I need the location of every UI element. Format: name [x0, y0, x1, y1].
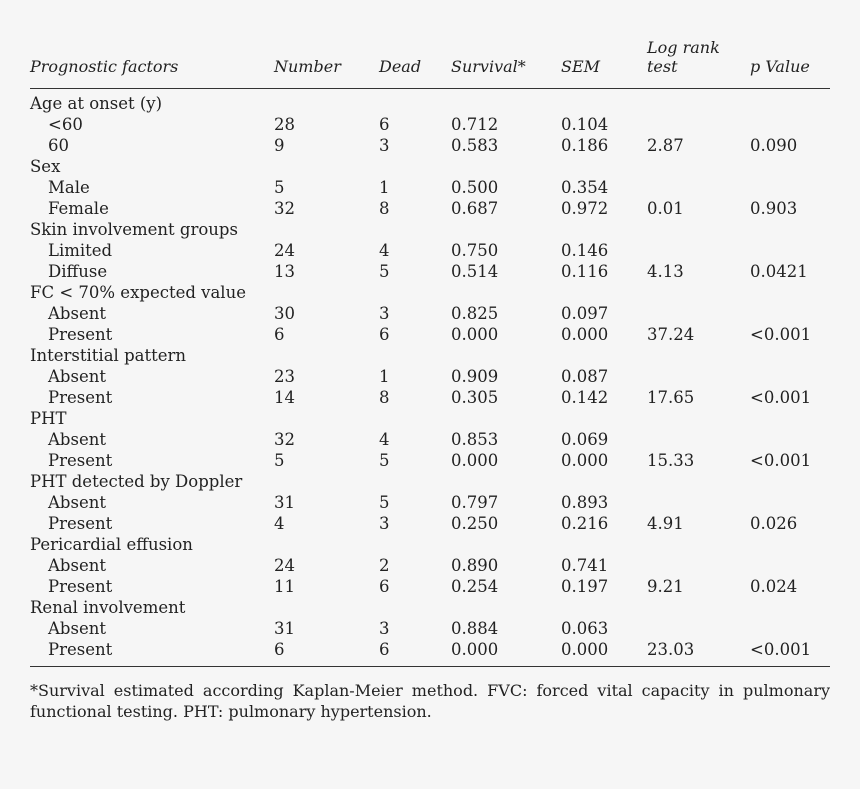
table-row [30, 639, 830, 660]
row-number: 9 [274, 136, 285, 155]
row-number: 11 [274, 577, 295, 596]
table-group-heading [30, 156, 830, 177]
row-log-rank: 37.24 [647, 325, 695, 344]
row-factor: Absent [48, 619, 106, 638]
row-p-value: <0.001 [750, 640, 812, 659]
row-number: 28 [274, 115, 295, 134]
row-survival: 0.305 [451, 388, 499, 407]
row-dead: 5 [379, 451, 390, 470]
row-factor: Skin involvement groups [30, 220, 238, 239]
row-factor: <60 [48, 115, 83, 134]
table-group-heading [30, 408, 830, 429]
table-row [30, 135, 830, 156]
table-group-heading [30, 219, 830, 240]
row-p-value: <0.001 [750, 325, 812, 344]
row-survival: 0.797 [451, 493, 499, 512]
row-survival: 0.909 [451, 367, 499, 386]
row-sem: 0.186 [561, 136, 609, 155]
row-factor: Interstitial pattern [30, 346, 187, 365]
row-factor: Present [48, 514, 113, 533]
row-log-rank: 17.65 [647, 388, 695, 407]
row-survival: 0.254 [451, 577, 499, 596]
row-sem: 0.146 [561, 241, 609, 260]
row-dead: 2 [379, 556, 390, 575]
row-factor: Diffuse [48, 262, 108, 281]
row-factor: Age at onset (y) [30, 94, 163, 113]
row-dead: 3 [379, 304, 390, 323]
table-row [30, 555, 830, 576]
row-factor: Present [48, 325, 113, 344]
row-survival: 0.884 [451, 619, 499, 638]
table-row [30, 324, 830, 345]
row-log-rank: 2.87 [647, 136, 684, 155]
row-number: 5 [274, 451, 285, 470]
row-survival: 0.825 [451, 304, 499, 323]
table-header [30, 36, 830, 89]
row-log-rank: 4.13 [647, 262, 684, 281]
row-survival: 0.583 [451, 136, 499, 155]
table-row [30, 576, 830, 597]
row-sem: 0.116 [561, 262, 609, 281]
header-dead: Dead [379, 57, 422, 76]
row-factor: PHT detected by Doppler [30, 472, 243, 491]
row-sem: 0.972 [561, 199, 609, 218]
row-dead: 3 [379, 136, 390, 155]
table-row [30, 240, 830, 261]
table-group-heading [30, 597, 830, 618]
row-sem: 0.087 [561, 367, 609, 386]
row-factor: Present [48, 451, 113, 470]
row-number: 4 [274, 514, 285, 533]
row-factor: Present [48, 577, 113, 596]
row-number: 23 [274, 367, 295, 386]
header-prognostic-factors: Prognostic factors [30, 57, 179, 76]
table-row [30, 366, 830, 387]
row-dead: 4 [379, 430, 390, 449]
row-dead: 8 [379, 199, 390, 218]
row-factor: Male [48, 178, 90, 197]
row-survival: 0.890 [451, 556, 499, 575]
table-group-heading [30, 93, 830, 114]
header-p-value: p Value [750, 57, 810, 76]
row-p-value: 0.090 [750, 136, 798, 155]
row-survival: 0.500 [451, 178, 499, 197]
row-factor: Renal involvement [30, 598, 186, 617]
row-factor: Sex [30, 157, 61, 176]
row-factor: 60 [48, 136, 69, 155]
row-survival: 0.853 [451, 430, 499, 449]
row-dead: 6 [379, 640, 390, 659]
row-factor: Present [48, 388, 113, 407]
table-row [30, 387, 830, 408]
row-factor: Absent [48, 304, 106, 323]
row-number: 13 [274, 262, 295, 281]
row-number: 30 [274, 304, 295, 323]
table-footnote: *Survival estimated according Kaplan-Meier method. FVC: forced vital capacity in pulmonary functional testing. PHT: pulmonary hypertension. [30, 681, 830, 721]
row-log-rank: 15.33 [647, 451, 695, 470]
row-survival: 0.750 [451, 241, 499, 260]
survival-table [30, 36, 830, 667]
row-number: 6 [274, 640, 285, 659]
row-dead: 4 [379, 241, 390, 260]
row-sem: 0.893 [561, 493, 609, 512]
table-row [30, 429, 830, 450]
row-factor: Limited [48, 241, 113, 260]
row-dead: 8 [379, 388, 390, 407]
row-dead: 5 [379, 262, 390, 281]
row-sem: 0.069 [561, 430, 609, 449]
table-row [30, 177, 830, 198]
row-factor: Female [48, 199, 109, 218]
row-log-rank: 9.21 [647, 577, 684, 596]
row-factor: Absent [48, 367, 106, 386]
row-number: 32 [274, 199, 295, 218]
table-group-heading [30, 534, 830, 555]
table-group-heading [30, 345, 830, 366]
row-p-value: 0.0421 [750, 262, 808, 281]
header-survival: Survival* [451, 57, 526, 76]
row-survival: 0.250 [451, 514, 499, 533]
row-sem: 0.197 [561, 577, 609, 596]
table-row [30, 114, 830, 135]
row-p-value: 0.026 [750, 514, 798, 533]
row-number: 6 [274, 325, 285, 344]
row-sem: 0.000 [561, 451, 609, 470]
table-row [30, 450, 830, 471]
row-number: 32 [274, 430, 295, 449]
row-dead: 1 [379, 178, 390, 197]
table-row [30, 513, 830, 534]
row-number: 24 [274, 241, 295, 260]
row-number: 31 [274, 619, 295, 638]
row-dead: 5 [379, 493, 390, 512]
row-log-rank: 23.03 [647, 640, 695, 659]
table-row [30, 618, 830, 639]
header-number: Number [274, 57, 341, 76]
row-survival: 0.687 [451, 199, 499, 218]
row-survival: 0.000 [451, 640, 499, 659]
row-sem: 0.741 [561, 556, 609, 575]
row-dead: 6 [379, 115, 390, 134]
row-sem: 0.104 [561, 115, 609, 134]
row-sem: 0.097 [561, 304, 609, 323]
table-body [30, 89, 830, 667]
row-survival: 0.514 [451, 262, 499, 281]
table-group-heading [30, 471, 830, 492]
row-factor: FC < 70% expected value [30, 283, 246, 302]
row-dead: 1 [379, 367, 390, 386]
row-factor: Present [48, 640, 113, 659]
row-dead: 3 [379, 619, 390, 638]
row-sem: 0.000 [561, 325, 609, 344]
header-log-rank-test: test [647, 57, 678, 76]
row-p-value: 0.024 [750, 577, 798, 596]
table-row [30, 261, 830, 282]
row-survival: 0.000 [451, 325, 499, 344]
table-group-heading [30, 282, 830, 303]
row-log-rank: 0.01 [647, 199, 684, 218]
row-factor: Absent [48, 493, 106, 512]
header-log-rank: Log rank [647, 38, 720, 57]
row-sem: 0.000 [561, 640, 609, 659]
row-sem: 0.063 [561, 619, 609, 638]
row-dead: 6 [379, 577, 390, 596]
row-number: 5 [274, 178, 285, 197]
row-factor: PHT [30, 409, 67, 428]
row-p-value: <0.001 [750, 451, 812, 470]
row-factor: Pericardial effusion [30, 535, 193, 554]
row-survival: 0.000 [451, 451, 499, 470]
row-sem: 0.354 [561, 178, 609, 197]
row-dead: 3 [379, 514, 390, 533]
row-number: 24 [274, 556, 295, 575]
table-row [30, 303, 830, 324]
row-number: 14 [274, 388, 295, 407]
row-factor: Absent [48, 556, 106, 575]
row-log-rank: 4.91 [647, 514, 684, 533]
row-dead: 6 [379, 325, 390, 344]
header-sem: SEM [561, 57, 601, 76]
table-row [30, 198, 830, 219]
row-survival: 0.712 [451, 115, 499, 134]
row-number: 31 [274, 493, 295, 512]
table-row [30, 492, 830, 513]
row-sem: 0.216 [561, 514, 609, 533]
row-sem: 0.142 [561, 388, 609, 407]
row-p-value: <0.001 [750, 388, 812, 407]
row-factor: Absent [48, 430, 106, 449]
row-p-value: 0.903 [750, 199, 798, 218]
